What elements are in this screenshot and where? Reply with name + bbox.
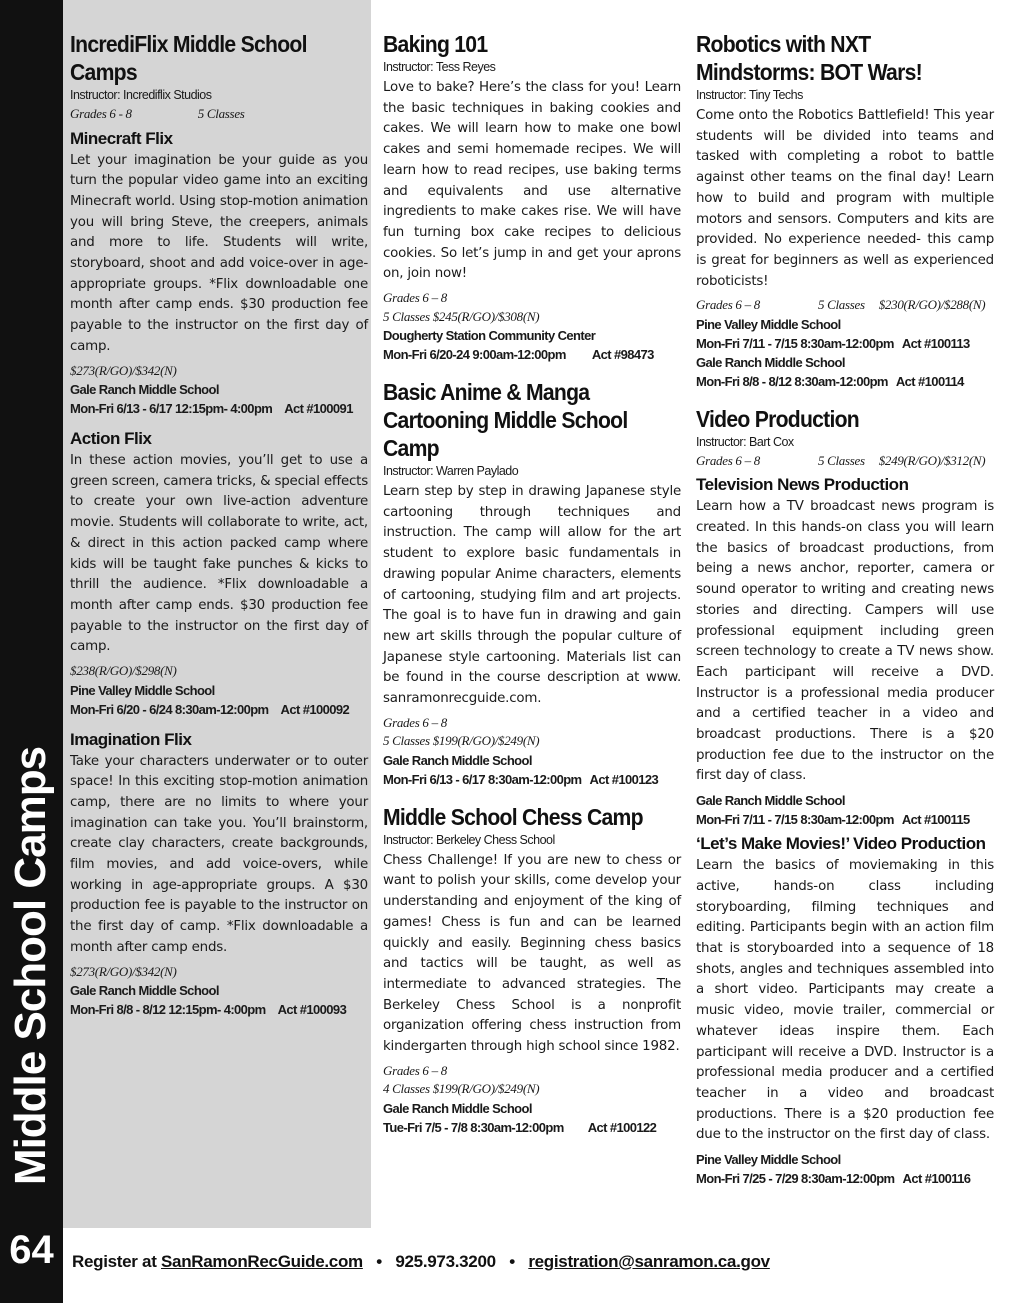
program-title: Middle School Chess Camp xyxy=(383,803,643,830)
phone-number: 925.973.3200 xyxy=(395,1252,496,1271)
program-title: IncrediFlix Middle School Camps xyxy=(70,31,307,85)
instructor: Instructor: Bart Cox xyxy=(696,434,794,449)
program-description: Love to bake? Here’s the class for you! Learn the basic techniques in baking cookies and cakes. We will learn how to make one bowl cakes and semi homemade recipes. We will learn how to read recipes, use baking terms and equivalents and use alternative ingredients to make cakes rise. We will have fun turning box cake recipes to delicious cookies. So let’s jump in and get your aprons on, join now! xyxy=(383,80,681,282)
location: Gale Ranch Middle School xyxy=(696,354,845,370)
fee: $273(R/GO)/$342(N) xyxy=(70,963,177,979)
location: Gale Ranch Middle School xyxy=(70,382,219,398)
camp-description: Take your characters underwater or to outer space! In this exciting stop-motion animation camp, there are no limits to where your imagination can take you. You’ll brainstorm, create clay characters, create backgrounds, film movies, and add voice-overs, while working in age-appropriate groups. A $30 production fee is payable to the instructor on the first day of camp. *Flix downloadable a month after camp ends. xyxy=(70,753,368,955)
program-description: Learn step by step in drawing Japanese style cartooning through techniques and instruction. The camp will allow for the art student to explore basic fundamentals in drawing popular Anime characters, elements of cartooning, studying film and art projects. The goal is to have fun in drawing and gain new art skills through the popular culture of Japanese style cartooning. Materials list can be found in the course description at www. sanramonrecguide.com. xyxy=(383,484,681,707)
location: Gale Ranch Middle School xyxy=(383,752,532,768)
schedule: Mon-Fri 6/13 - 6/17 12:15pm- 4:00pm Act #100091 xyxy=(70,401,353,417)
fee: 5 Classes $199(R/GO)/$249(N) xyxy=(383,733,540,749)
activity-number: Act #100091 xyxy=(284,401,353,417)
program-description: Come onto the Robotics Battlefield! This year students will be divided into teams and tasked with completing a robot to battle against other teams on the final day! Learn how to build and program with multiple motors and sensors. Computers and kits are provided. No experience needed- this camp is great for beginners as well as experienced roboticists! xyxy=(696,108,994,289)
program-title: Baking 101 xyxy=(383,31,488,57)
camp-description: Let your imagination be your guide as you turn the popular video game into an exciting Minecraft world. Using stop-motion animation you will bring Steve, the creepers, animals and more to life. Students will write, storyboard, shoot and add voice-over in age-appropriate groups. *Flix downloadable one month after camp ends. $30 production fee payable to the instructor on the first day of camp. xyxy=(70,152,368,354)
location: Pine Valley Middle School xyxy=(696,1152,841,1168)
column-2 xyxy=(383,30,681,1147)
program-chess xyxy=(383,803,681,1137)
instructor: Instructor: Incrediflix Studios xyxy=(70,88,212,102)
camp-name: Television News Production xyxy=(696,475,909,495)
grades-classes-fee: Grades 6 – 8 5 Classes $249(R/GO)/$312(N) xyxy=(696,452,986,468)
activity-number: Act #98473 xyxy=(591,347,654,363)
schedule: Tue-Fri 7/5 - 7/8 8:30am-12:00pm Act #100122 xyxy=(383,1119,657,1135)
camp-action-flix xyxy=(70,428,368,719)
location: Gale Ranch Middle School xyxy=(70,983,219,999)
grades: Grades 6 – 8 xyxy=(383,290,447,306)
page-number: 64 xyxy=(9,1228,54,1272)
camp-minecraft-flix xyxy=(70,128,368,419)
sidebar xyxy=(0,0,63,1303)
schedule: Mon-Fri 7/11 - 7/15 8:30am-12:00pm Act #100115 xyxy=(696,812,970,828)
schedule: Mon-Fri 6/13 - 6/17 8:30am-12:00pm Act #100123 xyxy=(383,771,659,787)
schedule: Mon-Fri 8/8 - 8/12 8:30am-12:00pm Act #100114 xyxy=(696,373,964,389)
location: Gale Ranch Middle School xyxy=(696,793,845,809)
fee: 5 Classes $245(R/GO)/$308(N) xyxy=(383,308,540,324)
activity-number: Act #100093 xyxy=(277,1002,347,1018)
schedule: Mon-Fri 7/11 - 7/15 8:30am-12:00pm Act #100113 xyxy=(696,335,970,351)
program-description: Chess Challenge! If you are new to chess or want to polish your skills, come develop your understanding and enjoyment of the king of games! Chess is fun and can be learned quickly and easily. Beginning chess basics and tactics will be taught, as well as intermediate to advanced strategies. The Berkeley Chess School is a nonprofit organization offering chess instruction from kindergarten through high school since 1982. xyxy=(383,852,681,1055)
instructor: Instructor: Berkeley Chess School xyxy=(383,832,555,847)
program-title: Basic Anime & Manga Cartooning Middle School Camp xyxy=(383,379,628,462)
instructor: Instructor: Tess Reyes xyxy=(383,60,496,74)
email-link[interactable]: registration@sanramon.ca.gov xyxy=(528,1252,770,1271)
footer-prefix: Register at xyxy=(72,1252,157,1271)
section-title: Middle School Camps xyxy=(6,746,55,1186)
fee: $273(R/GO)/$342(N) xyxy=(70,362,177,378)
activity-number: Act #100122 xyxy=(587,1119,657,1135)
website-link[interactable]: SanRamonRecGuide.com xyxy=(161,1252,363,1271)
camp-imagination-flix xyxy=(70,729,368,1020)
location: Dougherty Station Community Center xyxy=(383,328,596,344)
program-anime xyxy=(383,378,681,789)
camp-description: Learn how a TV broadcast news program is created. In this hands-on class you will learn the basics of broadcast productions, from being a news anchor, reporter, camera or sound operator to writing and creating news stories and directing. Campers will use professional equipment including green screen technology to create a TV news show. Each participant will receive a DVD. Instructor is a professional media producer and a certified teacher in a video and broadcast productions. There is a $20 production fee due to the instructor on the first day of class. xyxy=(696,499,994,784)
activity-number: Act #100116 xyxy=(902,1171,971,1187)
instructor: Instructor: Tiny Techs xyxy=(696,88,803,102)
activity-number: Act #100123 xyxy=(589,771,659,787)
location: Pine Valley Middle School xyxy=(696,316,841,332)
camp-name: Minecraft Flix xyxy=(70,128,173,148)
column-3 xyxy=(696,30,994,1198)
grades: Grades 6 – 8 xyxy=(383,1062,447,1078)
schedule: Mon-Fri 8/8 - 8/12 12:15pm- 4:00pm Act #100093 xyxy=(70,1002,347,1018)
schedule: Mon-Fri 6/20-24 9:00am-12:00pm Act #98473 xyxy=(383,347,654,363)
schedule: Mon-Fri 7/25 - 7/29 8:30am-12:00pm Act #100116 xyxy=(696,1171,971,1187)
separator: • xyxy=(509,1252,515,1271)
instructor: Instructor: Warren Paylado xyxy=(383,464,519,479)
program-baking xyxy=(383,30,681,364)
program-title: Robotics with NXT Mindstorms: BOT Wars! xyxy=(696,31,922,85)
activity-number: Act #100115 xyxy=(901,812,970,828)
footer xyxy=(72,1252,770,1272)
program-video-production xyxy=(696,405,994,1188)
program-robotics xyxy=(696,30,994,391)
activity-number: Act #100113 xyxy=(901,335,970,351)
column-1 xyxy=(70,30,368,1029)
schedule: Mon-Fri 6/20 - 6/24 8:30am-12:00pm Act #100092 xyxy=(70,701,350,717)
camp-description: In these action movies, you’ll get to use a green screen, camera tricks, & special effects to create your own live-action adventure movie. Students will collaborate to write, act, & direct in this action packed camp where kids will be taught fake punches & kicks to thrill the audience. *Flix downloadable a month after camp ends. $30 production fee payable to the instructor on the first day of camp. xyxy=(70,453,368,655)
separator: • xyxy=(376,1252,382,1271)
grades-classes-fee: Grades 6 – 8 5 Classes $230(R/GO)/$288(N) xyxy=(696,297,986,313)
camp-name: ‘Let’s Make Movies!’ Video Production xyxy=(696,834,986,854)
activity-number: Act #100092 xyxy=(280,701,350,717)
location: Pine Valley Middle School xyxy=(70,682,215,698)
grades-classes: Grades 6 - 8 5 Classes xyxy=(70,106,245,121)
activity-number: Act #100114 xyxy=(895,373,964,389)
location: Gale Ranch Middle School xyxy=(383,1100,532,1116)
fee: 4 Classes $199(R/GO)/$249(N) xyxy=(383,1081,540,1097)
program-title: Video Production xyxy=(696,405,860,432)
fee: $238(R/GO)/$298(N) xyxy=(70,663,177,679)
camp-description: Learn the basics of moviemaking in this active, hands-on class including storyboarding, filming techniques and editing. Participants begin with an action film that is storyboarded into a sequence of 18 shots, angles and techniques assembled into a short video. Participants may create a music video, movie trailer, commercial or whatever ideas inspire them. Each participant will receive a DVD. Instructor is a professional media producer and a certified teacher in a video and broadcast productions. There is a $20 production fee due to the instructor on the first day of class. xyxy=(696,858,994,1143)
camp-name: Imagination Flix xyxy=(70,729,192,749)
camp-name: Action Flix xyxy=(70,429,152,449)
grades: Grades 6 – 8 xyxy=(383,714,447,730)
